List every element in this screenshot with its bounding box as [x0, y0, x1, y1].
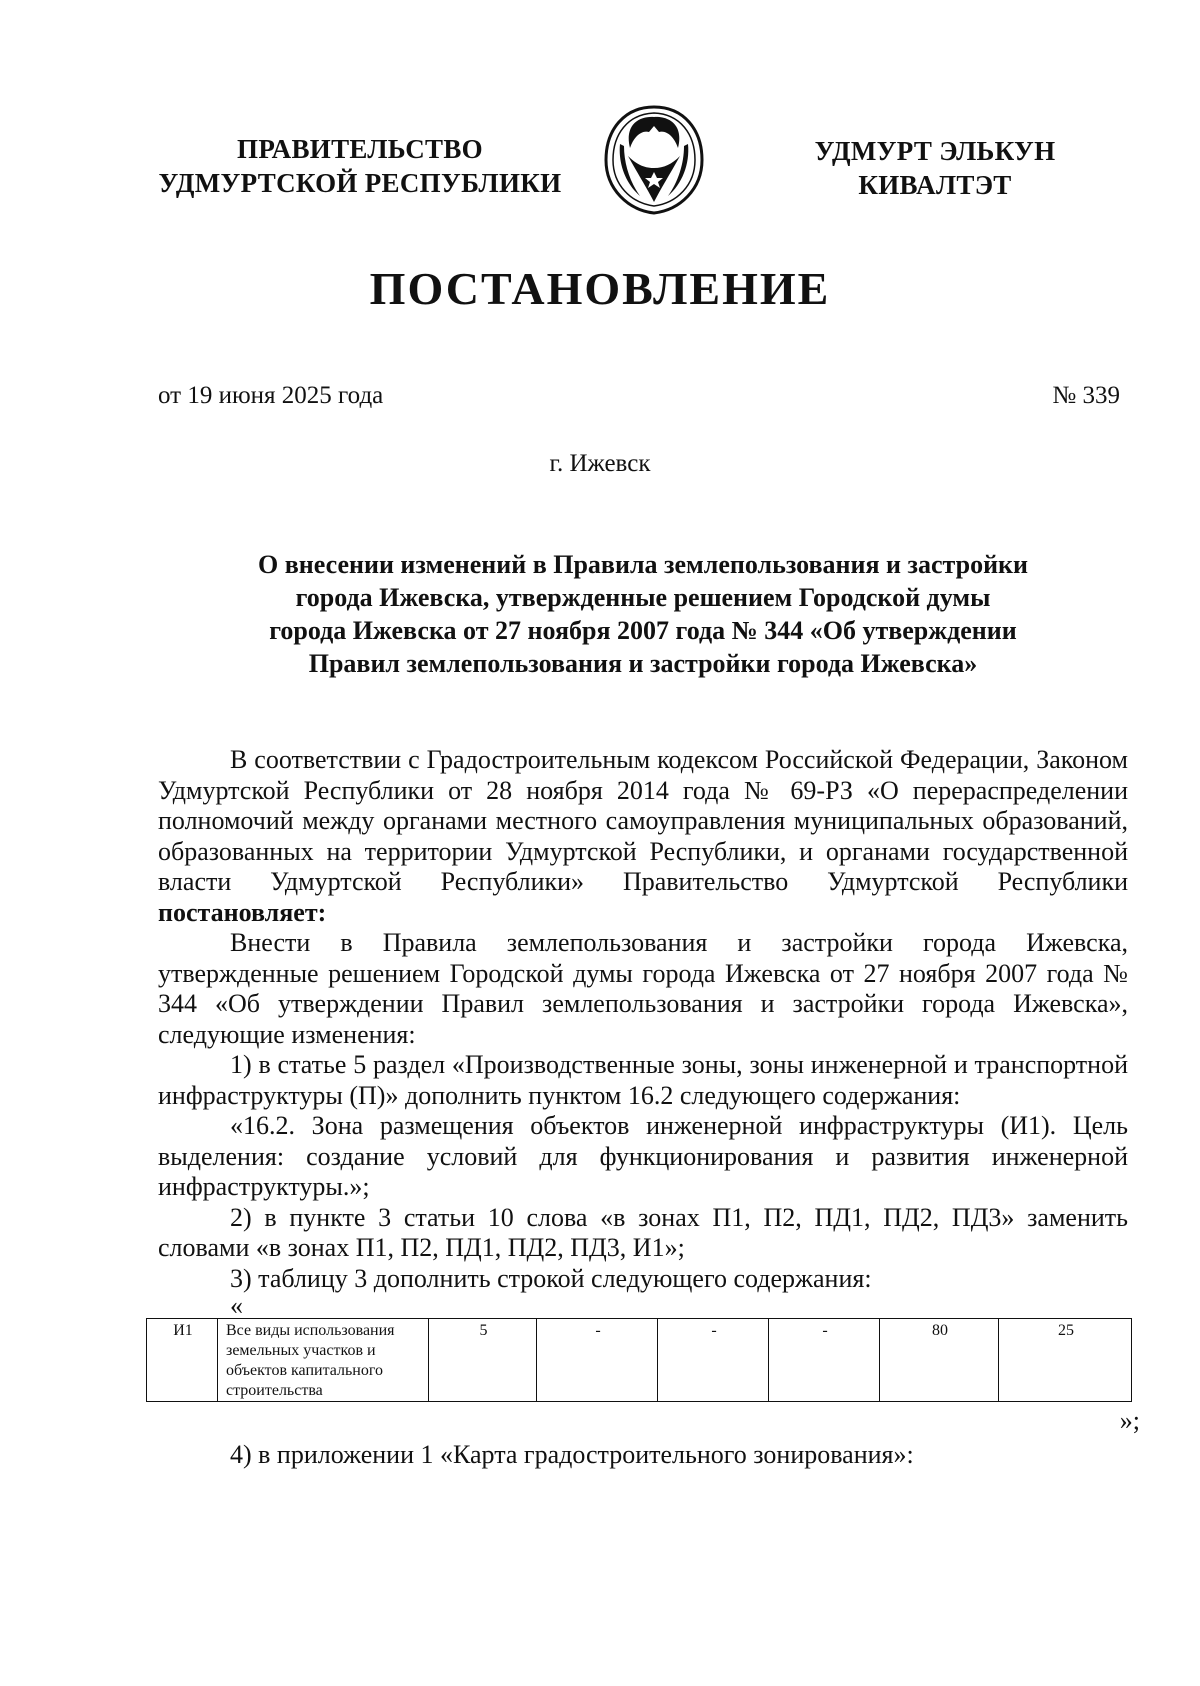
header-left-line2: УДМУРТСКОЙ РЕСПУБЛИКИ: [158, 168, 562, 198]
item-2: 2) в пункте 3 статьи 10 слова «в зонах П1, П2, ПД1, ПД2, ПД3» заменить словами «в зонах П1, П2, ПД1, ПД2, ПД3, И1»;: [158, 1202, 1128, 1262]
table-open-quote: «: [230, 1291, 243, 1320]
subject-line: О внесении изменений в Правила землепользования и застройки: [257, 550, 1029, 579]
item-1-quote: «16.2. Зона размещения объектов инженерной инфраструктуры (И1). Цель выделения: создание условий для функционирования и развития инженерной инфраструктуры.»;: [158, 1111, 1128, 1201]
header-left: [140, 132, 580, 200]
subject-line: города Ижевска, утвержденные решением Городской думы: [295, 583, 991, 612]
preamble-paragraph: [158, 745, 1128, 928]
item-1: 1) в статье 5 раздел «Производственные зоны, зоны инженерной и транспортной инфраструктуры (П)» дополнить пунктом 16.2 следующего содержания:: [158, 1050, 1128, 1110]
subject-line: города Ижевска от 27 ноября 2007 года № 344 «Об утверждении: [269, 616, 1017, 645]
subject-line: Правил землепользования и застройки города Ижевска»: [308, 649, 978, 678]
decree-word: постановляет: [158, 897, 318, 927]
document-type-title: ПОСТАНОВЛЕНИЕ: [369, 263, 831, 314]
zoning-table-row: [146, 1318, 1132, 1402]
table-cell-8: 25: [999, 1319, 1132, 1402]
table-cell-5: -: [658, 1319, 769, 1402]
item-3: 3) таблицу 3 дополнить строкой следующего содержания:: [230, 1263, 872, 1293]
udmurt-coat-of-arms-icon: [600, 104, 708, 216]
header-right: [780, 134, 1090, 202]
table-cell-6: -: [769, 1319, 880, 1402]
preamble-text: В соответствии с Градостроительным кодексом Российской Федерации, Законом Удмуртской Республики от 28 ноября 2014 года № 69-РЗ «О перераспределении полномочий между органами местного самоуправления муниципальных образований, образованных на территории Удмуртской Республики, и органами государственной власти Удмуртской Республики» Правительство Удмуртской Республики: [158, 745, 1128, 896]
document-body: [158, 745, 1140, 1471]
document-number: № 339: [1052, 382, 1120, 409]
table-cell-3: 5: [429, 1319, 537, 1402]
table-cell-code: И1: [147, 1319, 218, 1402]
table-row: [147, 1319, 1132, 1402]
decree-colon: :: [317, 897, 327, 927]
header-left-line1: ПРАВИТЕЛЬСТВО: [237, 134, 483, 164]
document-date: от 19 июня 2025 года: [158, 382, 384, 409]
table-cell-7: 80: [880, 1319, 999, 1402]
table-cell-4: -: [537, 1319, 658, 1402]
item-4: 4) в приложении 1 «Карта градостроительного зонирования»:: [230, 1440, 914, 1469]
header-right-line2: КИВАЛТЭТ: [858, 170, 1012, 200]
table-cell-description: Все виды использования земельных участков и объектов капитального строительства: [218, 1319, 429, 1402]
table-close-quote: »;: [1119, 1406, 1140, 1435]
document-city: г. Ижевск: [549, 450, 651, 477]
header-right-line1: УДМУРТ ЭЛЬКУН: [814, 136, 1056, 166]
document-subject: [158, 548, 1128, 680]
intro-paragraph: Внести в Правила землепользования и застройки города Ижевска, утвержденные решением Городской думы города Ижевска от 27 ноября 2007 года № 344 «Об утверждении Правил землепользования и застройки города Ижевска», следующие изменения:: [158, 928, 1128, 1049]
